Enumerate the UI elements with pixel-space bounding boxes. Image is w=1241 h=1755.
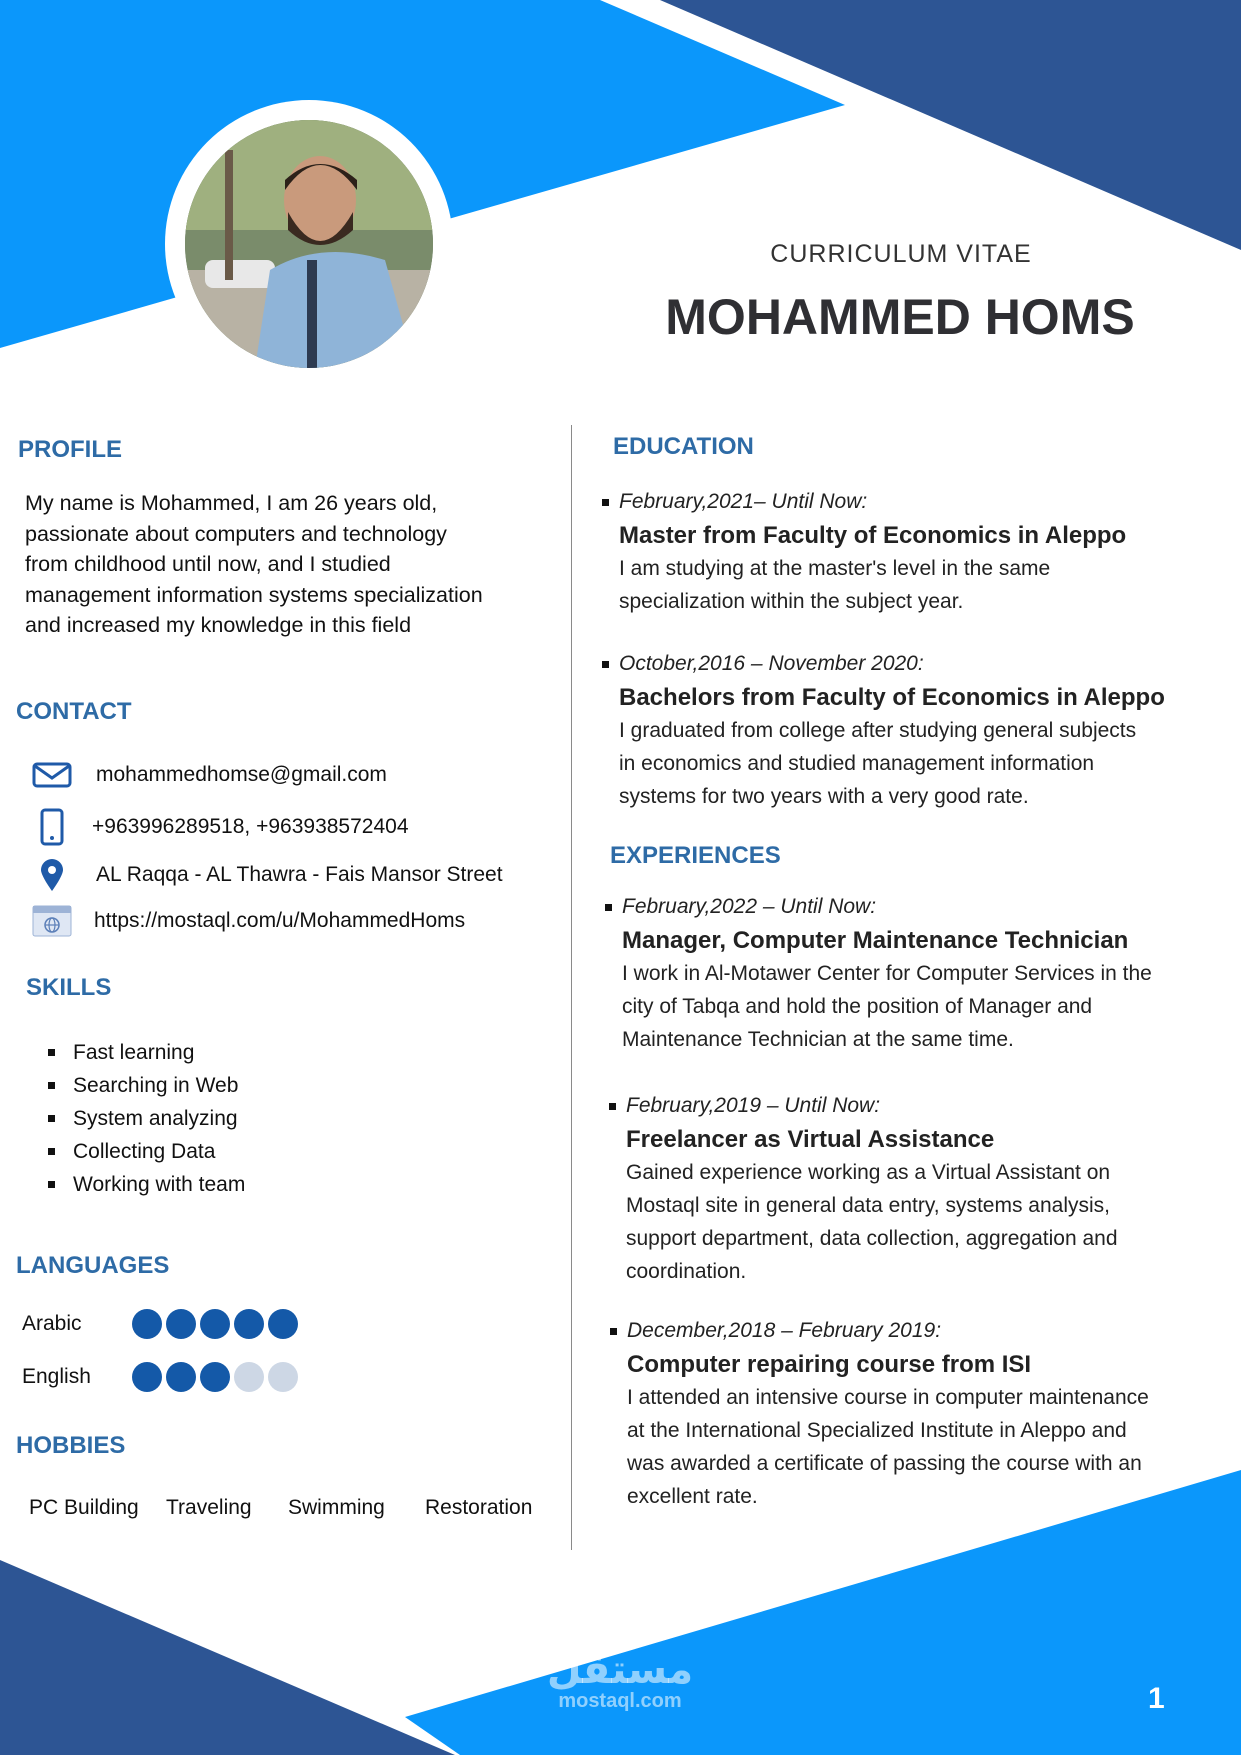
languages-heading: LANGUAGES	[16, 1252, 170, 1279]
contact-heading: CONTACT	[16, 698, 132, 725]
entry-date-row	[619, 652, 1209, 676]
entry-title: Freelancer as Virtual Assistance	[626, 1126, 995, 1153]
contact-email	[28, 755, 387, 795]
entry-date-row	[626, 1094, 1216, 1118]
description-line: I am studying at the master's level in the same	[619, 557, 1051, 580]
skill-text: Working with team	[73, 1173, 246, 1196]
list-item	[48, 1036, 245, 1069]
contact-phone	[28, 807, 409, 847]
level-dot-filled	[234, 1309, 264, 1339]
education-entry	[619, 490, 1209, 618]
entry-date: February,2022 – Until Now:	[622, 895, 877, 918]
profile-heading: PROFILE	[18, 436, 123, 463]
watermark	[540, 1650, 700, 1713]
email-text[interactable]: mohammedhomse@gmail.com	[96, 763, 387, 786]
mail-icon	[28, 755, 76, 795]
list-item	[48, 1069, 245, 1102]
entry-description	[626, 1156, 1216, 1288]
column-divider	[571, 425, 572, 1550]
watermark-arabic: مستقل	[546, 1648, 694, 1692]
entry-description	[619, 714, 1209, 813]
location-pin-icon	[28, 855, 76, 895]
level-dot-filled	[200, 1309, 230, 1339]
education-heading: EDUCATION	[613, 433, 754, 460]
skills-heading: SKILLS	[26, 974, 112, 1001]
skill-text: Collecting Data	[73, 1140, 216, 1163]
experience-entry	[626, 1094, 1216, 1288]
entry-date-row	[627, 1319, 1217, 1343]
profile-line: from childhood until now, and I studied	[25, 552, 391, 576]
contact-website	[28, 901, 465, 941]
description-line: specialization within the subject year.	[619, 590, 964, 613]
list-item	[48, 1135, 245, 1168]
profile-line: My name is Mohammed, I am 26 years old,	[25, 491, 438, 515]
skill-text: Fast learning	[73, 1041, 195, 1064]
description-line: Maintenance Technician at the same time.	[622, 1028, 1014, 1051]
hobby-item: Swimming	[288, 1496, 385, 1519]
description-line: in economics and studied management information	[619, 752, 1095, 775]
level-dot-filled	[132, 1362, 162, 1392]
list-item	[48, 1168, 245, 1201]
phone-text[interactable]: +963996289518, +963938572404	[92, 815, 409, 838]
description-line: Gained experience working as a Virtual Assistant on	[626, 1161, 1111, 1184]
level-dot-filled	[166, 1362, 196, 1392]
level-dot-filled	[132, 1309, 162, 1339]
level-dot-empty	[234, 1362, 264, 1392]
profile-line: passionate about computers and technology	[25, 521, 447, 546]
entry-title: Master from Faculty of Economics in Aleppo	[619, 522, 1127, 549]
language-level-dots	[132, 1362, 302, 1392]
bottom-left-dark-shape	[0, 1560, 455, 1755]
hobby-item: PC Building	[29, 1496, 139, 1519]
web-browser-icon	[28, 901, 76, 941]
entry-description	[627, 1381, 1217, 1513]
phone-icon	[28, 807, 76, 847]
entry-date-row	[622, 895, 1212, 919]
profile-text	[25, 488, 545, 641]
profile-line: management information systems specialization	[25, 582, 483, 607]
profile-photo-frame	[165, 100, 453, 388]
description-line: excellent rate.	[627, 1485, 758, 1508]
cv-label: CURRICULUM VITAE	[770, 240, 1032, 268]
language-level-dots	[132, 1309, 302, 1339]
education-entry	[619, 652, 1209, 813]
description-line: systems for two years with a very good rate.	[619, 785, 1029, 808]
language-row-arabic	[22, 1307, 302, 1341]
description-line: I work in Al-Motawer Center for Computer Services in the	[622, 962, 1152, 985]
website-link[interactable]: https://mostaql.com/u/MohammedHoms	[94, 909, 466, 932]
hobby-item: Restoration	[425, 1496, 533, 1519]
watermark-text: mostaql.com	[558, 1690, 682, 1712]
profile-line: and increased my knowledge in this field	[25, 613, 412, 637]
description-line: city of Tabqa and hold the position of Manager and	[622, 995, 1093, 1018]
skill-text: Searching in Web	[73, 1074, 239, 1097]
entry-title: Computer repairing course from ISI	[627, 1351, 1032, 1378]
skills-list	[48, 1036, 245, 1201]
page-number: 1	[1148, 1682, 1165, 1715]
hobbies-heading: HOBBIES	[16, 1432, 126, 1459]
experiences-heading: EXPERIENCES	[610, 842, 781, 869]
language-name: English	[22, 1365, 91, 1388]
person-name: MOHAMMED HOMS	[665, 289, 1135, 345]
level-dot-filled	[166, 1309, 196, 1339]
level-dot-filled	[200, 1362, 230, 1392]
language-row-english	[22, 1360, 302, 1394]
entry-description	[622, 957, 1212, 1056]
experience-entry	[622, 895, 1212, 1056]
level-dot-empty	[268, 1362, 298, 1392]
contact-address	[28, 855, 503, 895]
hobby-item: Traveling	[166, 1496, 252, 1519]
language-name: Arabic	[22, 1312, 82, 1335]
description-line: I attended an intensive course in computer maintenance	[627, 1386, 1149, 1409]
profile-photo	[185, 120, 433, 368]
description-line: was awarded a certificate of passing the course with an	[627, 1452, 1142, 1475]
list-item	[48, 1102, 245, 1135]
description-line: support department, data collection, aggregation and	[626, 1227, 1118, 1250]
entry-date: February,2019 – Until Now:	[626, 1094, 881, 1117]
address-text: AL Raqqa - AL Thawra - Fais Mansor Street	[96, 863, 503, 886]
entry-date: February,2021– Until Now:	[619, 490, 868, 513]
entry-date-row	[619, 490, 1209, 514]
description-line: Mostaql site in general data entry, systems analysis,	[626, 1194, 1110, 1217]
entry-title: Manager, Computer Maintenance Technician	[622, 927, 1129, 954]
level-dot-filled	[268, 1309, 298, 1339]
description-line: I graduated from college after studying general subjects	[619, 719, 1137, 742]
description-line: coordination.	[626, 1260, 747, 1283]
entry-description	[619, 552, 1209, 618]
description-line: at the International Specialized Institute in Aleppo and	[627, 1419, 1127, 1442]
experience-entry	[627, 1319, 1217, 1513]
entry-title: Bachelors from Faculty of Economics in Aleppo	[619, 684, 1165, 711]
entry-date: December,2018 – February 2019:	[627, 1319, 942, 1342]
skill-text: System analyzing	[73, 1107, 238, 1130]
entry-date: October,2016 – November 2020:	[619, 652, 924, 675]
